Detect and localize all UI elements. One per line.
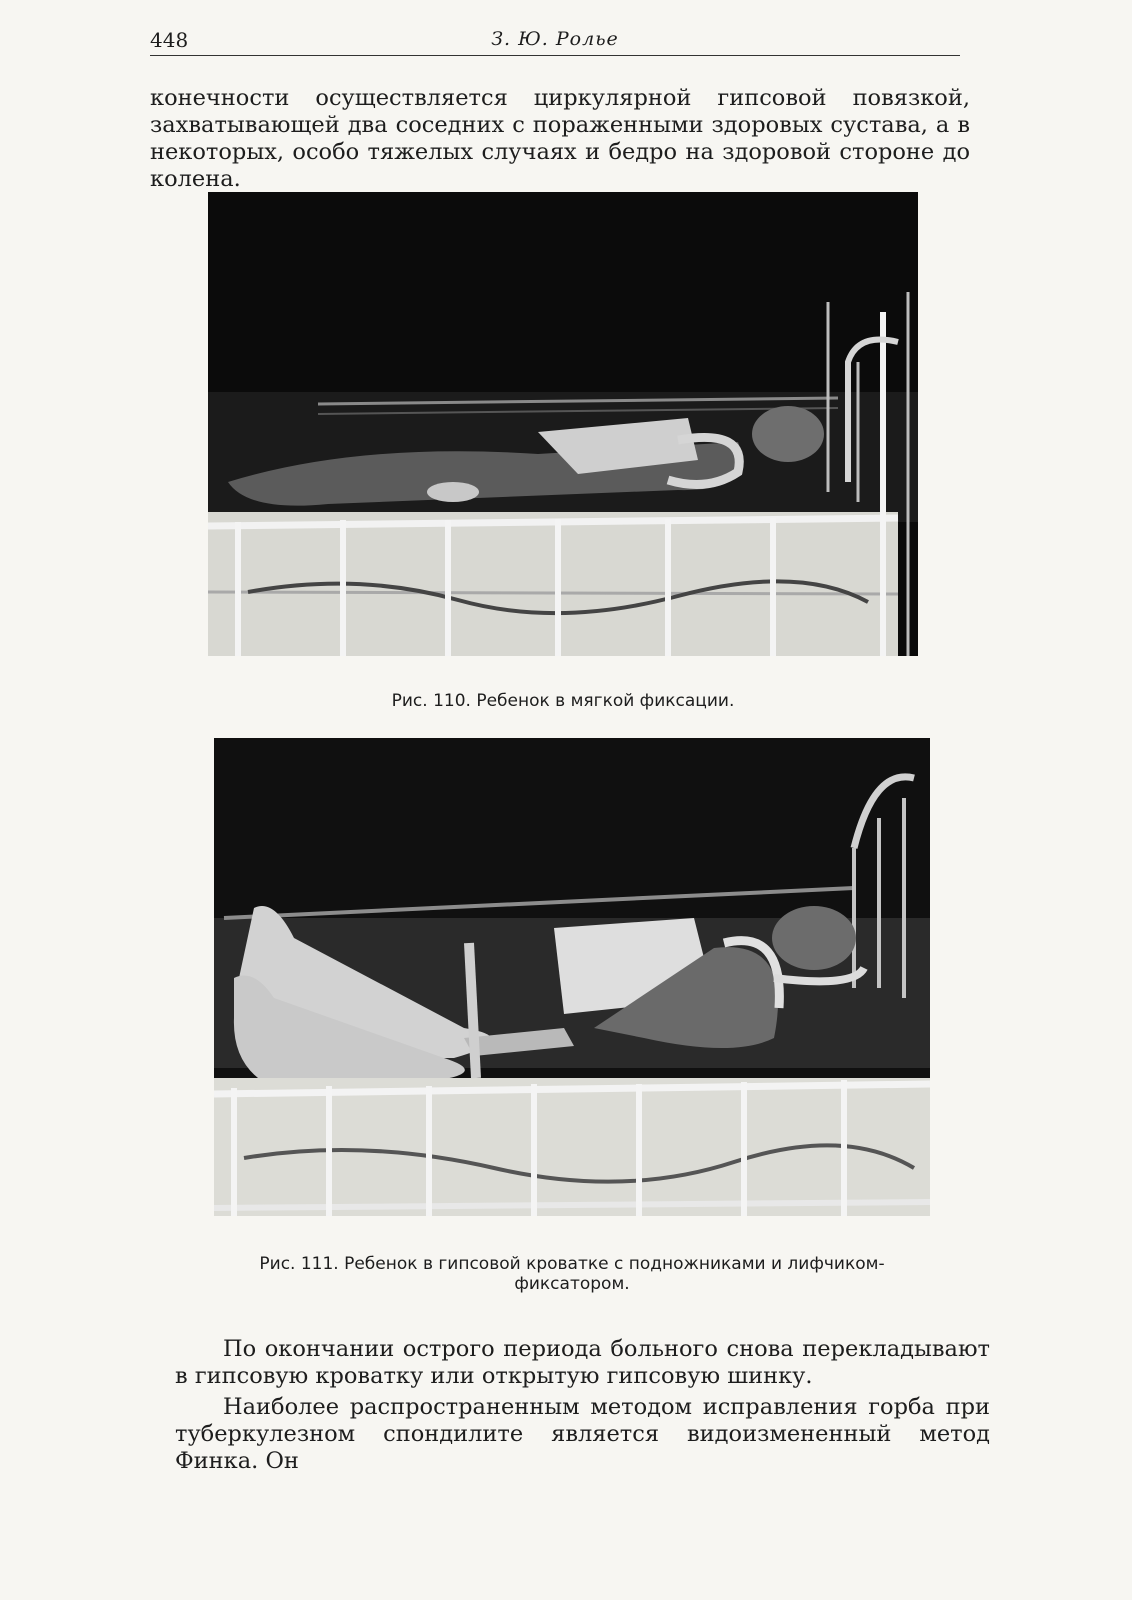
body-paragraph-2: Наиболее распространенным методом исправления горба при туберкулезном спондилите является видоизмененный метод Финка. Он: [175, 1394, 990, 1474]
running-head: З. Ю. Ролье: [491, 28, 619, 50]
figure-111-photo: [214, 738, 930, 1216]
page-header: [150, 26, 960, 56]
body-paragraph-top: конечности осуществляется циркулярной гипсовой повязкой, захватывающей два соседних с пораженными здоровых сустава, а в некоторых, особо тяжелых случаях и бедро на здоровой стороне до колена.: [150, 85, 970, 192]
page-number: 448: [150, 28, 189, 52]
figure-110-caption: Рис. 110. Ребенок в мягкой фиксации.: [391, 691, 735, 711]
figure-111-caption: Рис. 111. Ребенок в гипсовой кроватке с подножниками и лифчиком-фиксатором.: [259, 1254, 885, 1294]
figure-110-photo: [208, 192, 918, 656]
body-paragraph-1: По окончании острого периода больного снова перекладывают в гипсовую кроватку или открытую гипсовую шинку.: [175, 1336, 990, 1389]
header-rule: [150, 55, 960, 56]
